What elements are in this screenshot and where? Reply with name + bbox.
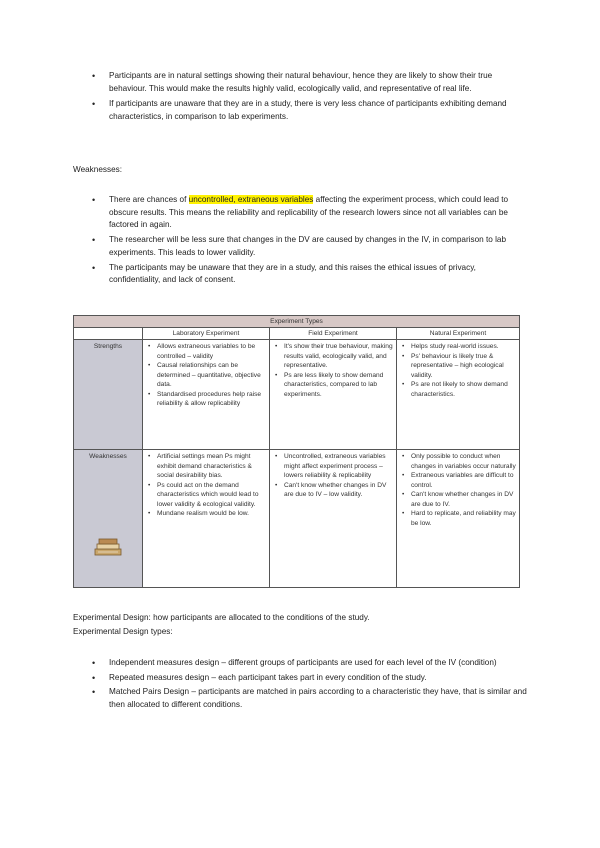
table-row — [74, 340, 520, 450]
list-item: • Independent measures design – different groups of participants are used for each level of the IV (condition) — [109, 657, 529, 670]
list-item: • If participants are unaware that they are in a study, there is very less chance of participants exhibiting demand characteristics, in comparison to lab experiments. — [109, 98, 529, 123]
list-item: • Participants are in natural settings showing their natural behaviour, hence they are likely to show their true behaviour. This would make the results highly valid, ecologically valid, and representative of real life. — [109, 70, 529, 95]
list-item: • Helps study real-world issues. — [411, 342, 517, 352]
table-cell — [270, 340, 397, 450]
list-item: • Can't know whether changes in DV are due to IV – low validity. — [284, 481, 394, 500]
list-item: • Only possible to conduct when changes in variables occur naturally — [411, 452, 517, 471]
weaknesses-list — [109, 194, 529, 289]
table-row — [74, 450, 520, 588]
list-item: • Allows extraneous variables to be controlled – validity — [157, 342, 267, 361]
list-item: • The researcher will be less sure that changes in the DV are caused by changes in the IV, in comparison to lab experiments. This leads to lower validity. — [109, 234, 529, 259]
row-header-strengths: Strengths — [74, 340, 143, 450]
weaknesses-heading: Weaknesses: — [73, 165, 122, 174]
books-icon — [93, 536, 123, 558]
list-item: • Artificial settings mean Ps might exhibit demand characteristics & social desirability bias. — [157, 452, 267, 481]
list-item-text: affecting the experiment process, which could lead to obscure results. This means the reliability and replicability of the research lowers since not all variables can be factored in again. — [109, 195, 509, 230]
column-header-field: Field Experiment — [270, 328, 397, 340]
table-cell — [397, 340, 520, 450]
list-item: • Matched Pairs Design – participants are matched in pairs according to a characteristic they have, that is similar and then allocated to different conditions. — [109, 686, 529, 711]
list-item: • Causal relationships can be determined – quantitative, objective data. — [157, 361, 267, 390]
table-cell — [270, 450, 397, 588]
experimental-design-types-heading: Experimental Design types: — [73, 627, 173, 636]
row-header-weaknesses — [74, 450, 143, 588]
list-item — [109, 194, 529, 232]
list-item: • Uncontrolled, extraneous variables might affect experiment process – lowers reliability & replicability — [284, 452, 394, 481]
list-item: • Ps are less likely to show demand characteristics, compared to lab experiments. — [284, 371, 394, 400]
experimental-design-definition: Experimental Design: how participants are allocated to the conditions of the study. — [73, 613, 370, 622]
column-header-laboratory: Laboratory Experiment — [143, 328, 270, 340]
table-cell — [143, 450, 270, 588]
list-item: • Extraneous variables are difficult to control. — [411, 471, 517, 490]
table-title: Experiment Types — [74, 316, 520, 328]
table-cell — [397, 450, 520, 588]
column-header-natural: Natural Experiment — [397, 328, 520, 340]
list-item: • Can't know whether changes in DV are due to IV. — [411, 490, 517, 509]
list-item: • Ps could act on the demand characteristics which would lead to lower validity & ecological validity. — [157, 481, 267, 510]
table-corner-cell — [74, 328, 143, 340]
list-item: • Ps are not likely to show demand characteristics. — [411, 380, 517, 399]
list-item: • Ps' behaviour is likely true & representative – high ecological validity. — [411, 352, 517, 381]
experiment-types-table — [73, 315, 520, 588]
field-experiment-strengths-list — [109, 70, 529, 127]
row-header-label: Weaknesses — [89, 453, 127, 460]
design-types-list — [109, 657, 529, 714]
highlighted-text: uncontrolled, extraneous variables — [188, 195, 314, 204]
table-cell — [143, 340, 270, 450]
list-item: • Hard to replicate, and reliability may be low. — [411, 509, 517, 528]
list-item: • It's show their true behaviour, making results valid, ecologically valid, and representative. — [284, 342, 394, 371]
list-item: • Repeated measures design – each participant takes part in every condition of the study. — [109, 672, 529, 685]
list-item-text: There are chances of — [109, 195, 189, 204]
list-item: • Standardised procedures help raise reliability & allow replicability — [157, 390, 267, 409]
list-item: • The participants may be unaware that they are in a study, and this raises the ethical issues of privacy, confidentiality, and lack of consent. — [109, 262, 529, 287]
list-item: • Mundane realism would be low. — [157, 509, 267, 519]
